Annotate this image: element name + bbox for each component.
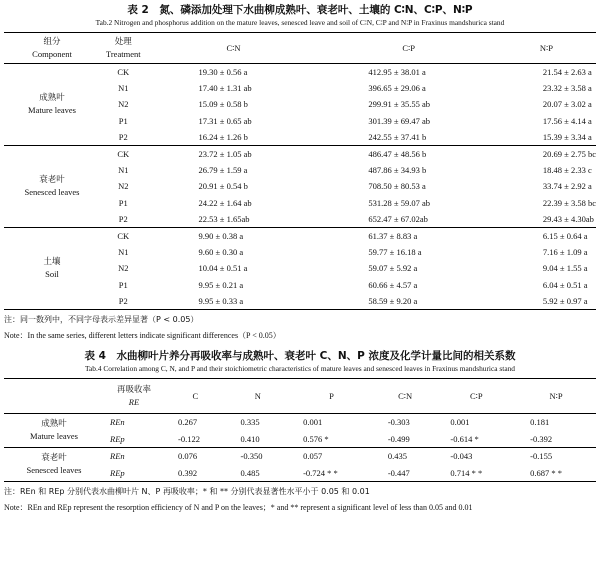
cn-value: 22.53 ± 1.65ab: [198, 213, 250, 224]
cp-value: 487.86 ± 34.93 b: [368, 165, 427, 176]
np-value: 20.69 ± 2.75 bc: [542, 149, 596, 160]
header-treatment-en: Treatment: [105, 49, 141, 59]
table2-caption-en: Tab.2 Nitrogen and phosphorus addition on the mature leaves, senesced leave and soil of C∶N, C∶P and N∶P in Fraxinus mandshurica stand: [95, 18, 505, 27]
np-value: 5.92 ± 0.97 a: [542, 295, 588, 306]
cp-value: 708.50 ± 80.53 a: [368, 181, 426, 192]
header-col-n: N: [254, 390, 261, 401]
correlation-value: -0.724 * *: [303, 467, 338, 478]
treatment-cell: N2: [118, 181, 129, 192]
np-value: 7.16 ± 1.09 a: [542, 247, 588, 258]
treatment-cell: N1: [118, 247, 129, 258]
component-name-en: Soil: [45, 269, 59, 280]
header-re-cn: 再吸收率: [116, 384, 151, 395]
header-component: [4, 33, 100, 64]
cn-value: 17.31 ± 0.65 ab: [198, 115, 252, 126]
cn-value: 10.04 ± 0.51 a: [198, 263, 248, 274]
correlation-value: 0.485: [240, 467, 260, 478]
correlation-value: 0.267: [178, 417, 198, 428]
header-component-en: Component: [32, 49, 72, 59]
cn-value: 9.95 ± 0.33 a: [198, 295, 244, 306]
correlation-value: 0.181: [530, 417, 550, 428]
header-col-c: C: [192, 390, 199, 401]
treatment-cell: P2: [118, 213, 128, 224]
np-value: 6.15 ± 0.64 a: [542, 230, 588, 241]
re-cell: REn: [110, 451, 125, 462]
component-name-en: Senesced leaves: [26, 465, 82, 476]
header-treatment: [100, 33, 147, 64]
cp-value: 299.91 ± 35.55 ab: [368, 99, 430, 110]
correlation-value: 0.392: [178, 467, 198, 478]
component-name-en: Mature leaves: [28, 105, 76, 116]
re-cell: REn: [110, 417, 125, 428]
cp-value: 61.37 ± 8.83 a: [368, 230, 418, 241]
header-col-np: N∶P: [549, 390, 563, 401]
header-col-cp: C∶P: [469, 390, 483, 401]
table4: [4, 378, 596, 482]
np-value: 29.43 ± 4.30ab: [542, 213, 594, 224]
correlation-value: -0.350: [240, 451, 263, 462]
component-name-en: Mature leaves: [30, 431, 78, 442]
header-re: [104, 378, 164, 413]
cp-value: 59.07 ± 5.92 a: [368, 263, 418, 274]
cp-value: 486.47 ± 48.56 b: [368, 149, 427, 160]
np-value: 17.56 ± 4.14 a: [542, 115, 592, 126]
cp-value: 531.28 ± 59.07 ab: [368, 197, 430, 208]
header-col-p: P: [329, 390, 334, 401]
table2-note-cn: 注：同一数列中，不同字母表示差异显著（P < 0.05）: [4, 314, 199, 324]
correlation-value: 0.576 *: [303, 433, 329, 444]
component-cell: [4, 413, 104, 447]
treatment-cell: CK: [117, 149, 130, 160]
table2: [4, 32, 596, 310]
cn-value: 9.60 ± 0.30 a: [198, 247, 244, 258]
cn-value: 17.40 ± 1.31 ab: [198, 83, 252, 94]
component-cell: [4, 145, 100, 227]
component-cell: [4, 227, 100, 309]
np-value: 15.39 ± 3.34 a: [542, 131, 592, 142]
component-name-cn: 成熟叶: [39, 93, 65, 104]
table2-header-row: [4, 33, 596, 64]
treatment-cell: N1: [118, 165, 129, 176]
correlation-value: -0.392: [530, 433, 553, 444]
cn-value: 23.72 ± 1.05 ab: [198, 149, 252, 160]
cn-value: 9.90 ± 0.38 a: [198, 230, 244, 241]
correlation-value: 0.001: [450, 417, 470, 428]
header-np: N∶P: [539, 43, 553, 53]
component-name-cn: 土壤: [43, 257, 61, 268]
treatment-cell: P2: [118, 131, 128, 142]
np-value: 23.32 ± 3.58 a: [542, 83, 592, 94]
np-value: 9.04 ± 1.55 a: [542, 263, 588, 274]
correlation-value: -0.122: [178, 433, 200, 444]
np-value: 18.48 ± 2.33 c: [542, 165, 592, 176]
correlation-value: 0.076: [178, 451, 198, 462]
table2-note-en: Note：In the same series, different letters indicate significant differences（P < 0.05）: [4, 330, 281, 340]
cp-value: 396.65 ± 29.06 a: [368, 83, 426, 94]
treatment-cell: P2: [118, 295, 128, 306]
np-value: 33.74 ± 2.92 a: [542, 181, 592, 192]
correlation-value: 0.410: [240, 433, 260, 444]
correlation-value: -0.614 *: [450, 433, 479, 444]
component-name-cn: 衰老叶: [41, 453, 67, 464]
correlation-value: -0.499: [387, 433, 410, 444]
cn-value: 26.79 ± 1.59 a: [198, 165, 248, 176]
treatment-cell: CK: [117, 67, 130, 78]
component-cell: [4, 64, 100, 146]
correlation-value: 0.057: [303, 451, 323, 462]
header-re-en: RE: [128, 396, 140, 407]
cp-value: 301.39 ± 69.47 ab: [368, 115, 430, 126]
header-treatment-cn: 处理: [114, 37, 132, 47]
correlation-value: 0.435: [387, 451, 407, 462]
header-component-cn: 组分: [43, 37, 61, 47]
re-cell: REp: [110, 467, 125, 478]
np-value: 21.54 ± 2.63 a: [542, 67, 592, 78]
table-row: [4, 413, 596, 430]
header-blank: [4, 378, 104, 413]
cn-value: 24.22 ± 1.64 ab: [198, 197, 252, 208]
table4-note-cn: 注：REn 和 REp 分别代表水曲柳叶片 N、P 再吸收率；* 和 ** 分别代表显著性水平小于 0.05 和 0.01: [4, 486, 370, 496]
np-value: 6.04 ± 0.51 a: [542, 279, 588, 290]
cp-value: 242.55 ± 37.41 b: [368, 131, 427, 142]
component-name-cn: 衰老叶: [39, 175, 65, 186]
cn-value: 9.95 ± 0.21 a: [198, 279, 244, 290]
cp-value: 412.95 ± 38.01 a: [368, 67, 426, 78]
table4-note-en: Note：REn and REp represent the resorption efficiency of N and P on the leaves；* and ** represent a significant level of less than 0.05 and 0.01: [4, 502, 473, 512]
treatment-cell: N2: [118, 99, 129, 110]
treatment-cell: N1: [118, 83, 129, 94]
cp-value: 60.66 ± 4.57 a: [368, 279, 418, 290]
cn-value: 16.24 ± 1.26 b: [198, 131, 248, 142]
header-cp: C∶P: [402, 43, 415, 53]
table4-caption-cn: 表 4 水曲柳叶片养分再吸收率与成熟叶、衰老叶 C、N、P 浓度及化学计量比间的相关系数: [84, 349, 516, 362]
correlation-value: 0.001: [303, 417, 323, 428]
correlation-value: -0.447: [387, 467, 410, 478]
table-row: [4, 447, 596, 464]
correlation-value: -0.303: [387, 417, 410, 428]
re-cell: REp: [110, 433, 125, 444]
cn-value: 20.91 ± 0.54 b: [198, 181, 248, 192]
treatment-cell: P1: [118, 197, 128, 208]
treatment-cell: CK: [117, 230, 130, 241]
cp-value: 652.47 ± 67.02ab: [368, 213, 428, 224]
table-row: [4, 145, 596, 162]
correlation-value: 0.714 * *: [450, 467, 483, 478]
table-row: [4, 227, 596, 244]
cp-value: 59.77 ± 16.18 a: [368, 247, 422, 258]
component-name-cn: 成熟叶: [41, 419, 67, 430]
header-col-cn: C∶N: [398, 390, 413, 401]
table2-caption-cn: 表 2 氮、磷添加处理下水曲柳成熟叶、衰老叶、土壤的 C∶N、C∶P、N∶P: [127, 4, 473, 16]
cn-value: 19.30 ± 0.56 a: [198, 67, 248, 78]
correlation-value: 0.687 * *: [530, 467, 563, 478]
header-cn: C∶N: [226, 43, 241, 53]
cn-value: 15.09 ± 0.58 b: [198, 99, 248, 110]
component-name-en: Senesced leaves: [24, 187, 80, 198]
table-row: [4, 64, 596, 81]
correlation-value: -0.043: [450, 451, 473, 462]
cp-value: 58.59 ± 9.20 a: [368, 295, 418, 306]
table4-header-row: [4, 378, 596, 413]
np-value: 22.39 ± 3.58 bc: [542, 197, 596, 208]
treatment-cell: P1: [118, 115, 128, 126]
table4-caption-en: Tab.4 Correlation among C, N, and P and their stoichiometric characteristics of mature leaves and senesced leaves in Fraxinus mandshurica stand: [85, 363, 515, 373]
treatment-cell: P1: [118, 279, 128, 290]
correlation-value: 0.335: [240, 417, 260, 428]
treatment-cell: N2: [118, 263, 129, 274]
correlation-value: -0.155: [530, 451, 553, 462]
component-cell: [4, 447, 104, 481]
np-value: 20.07 ± 3.02 a: [542, 99, 592, 110]
